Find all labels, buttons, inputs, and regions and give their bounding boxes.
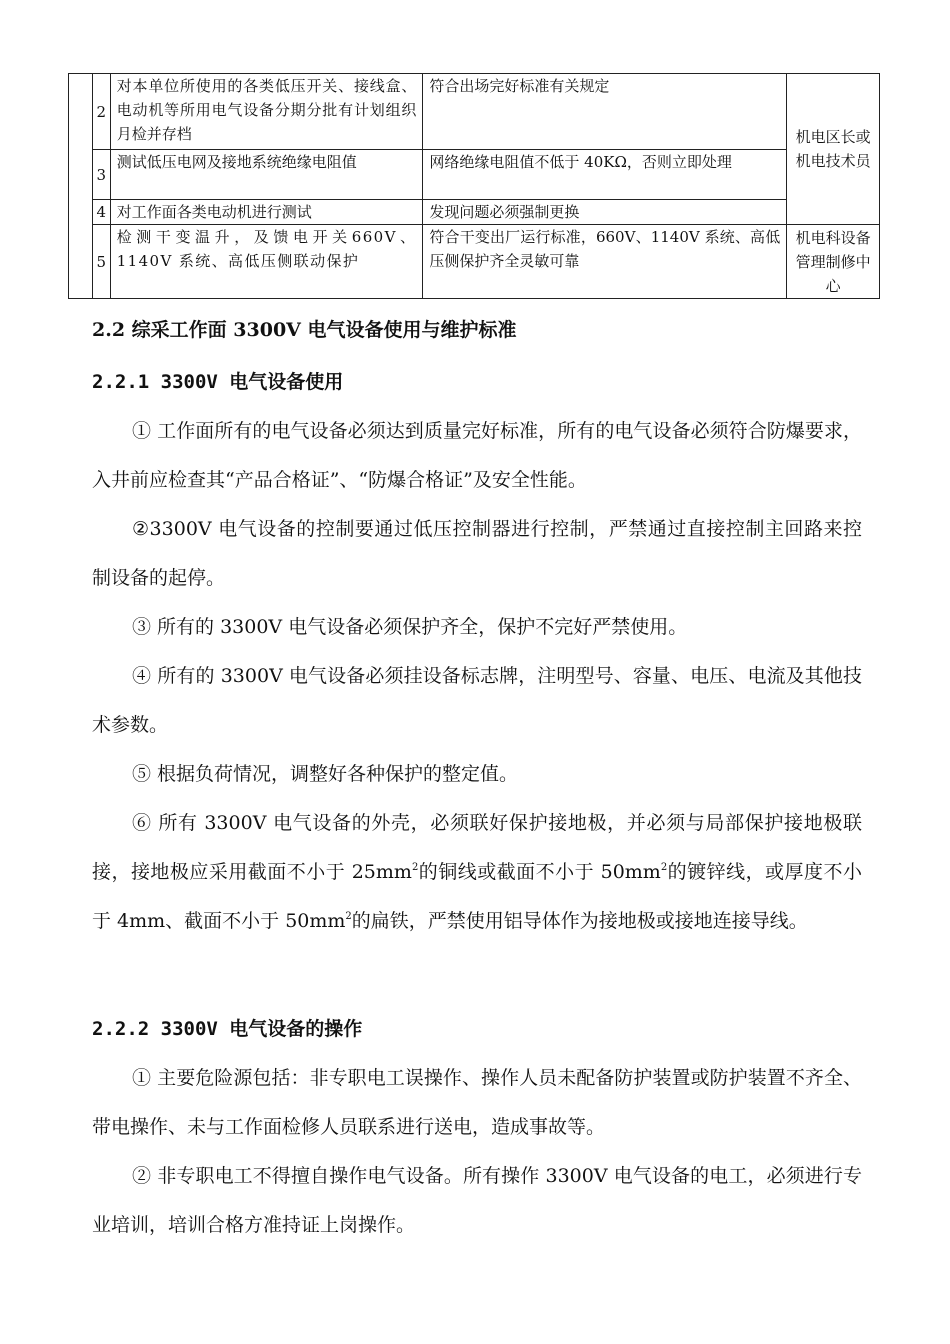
paragraph: ⑤ 根据负荷情况，调整好各种保护的整定值。 <box>132 763 519 785</box>
standard-cell: 发现问题必须强制更换 <box>423 200 787 225</box>
standard-cell: 符合干变出厂运行标准，660V、1140V 系统、高低压侧保护齐全灵敏可靠 <box>423 225 787 299</box>
paragraph: ③ 所有的 3300V 电气设备必须保护齐全，保护不完好严禁使用。 <box>132 616 688 638</box>
item-cell: 对工作面各类电动机进行测试 <box>110 200 423 225</box>
item-cell: 对本单位所使用的各类低压开关、接线盒、电动机等所用电气设备分期分批有计划组织月检并存档 <box>110 74 423 150</box>
standard-cell: 符合出场完好标准有关规定 <box>423 74 787 150</box>
responsible-cell: 机电区长或机电技术员 <box>787 74 880 225</box>
table-row <box>69 150 880 200</box>
section-heading-2-2-1: 2.2.1 3300V 电气设备使用 <box>92 371 344 393</box>
section-heading-2-2: 2.2 综采工作面 3300V 电气设备使用与维护标准 <box>92 319 517 341</box>
table-row <box>69 200 880 225</box>
row-number: 4 <box>92 200 110 225</box>
table-row <box>69 225 880 299</box>
paragraph: ④ 所有的 3300V 电气设备必须挂设备标志牌，注明型号、容量、电压、电流及其他技术参数。 <box>92 665 862 736</box>
merged-category-cell <box>69 74 93 299</box>
paragraph: ② 非专职电工不得擅自操作电气设备。所有操作 3300V 电气设备的电工，必须进行专业培训，培训合格方准持证上岗操作。 <box>92 1165 862 1236</box>
paragraph: ②3300V 电气设备的控制要通过低压控制器进行控制，严禁通过直接控制主回路来控制设备的起停。 <box>92 518 862 589</box>
standard-cell: 网络绝缘电阻值不低于 40KΩ，否则立即处理 <box>423 150 787 200</box>
item-cell: 测试低压电网及接地系统绝缘电阻值 <box>110 150 423 200</box>
text-run: 的扁铁，严禁使用铝导体作为接地极或接地连接导线。 <box>351 910 808 932</box>
row-number: 5 <box>92 225 110 299</box>
responsible-cell: 机电科设备管理制修中心 <box>787 225 880 299</box>
superscript: 2 <box>660 862 668 873</box>
paragraph-grounding <box>92 799 862 946</box>
paragraph: ① 主要危险源包括：非专职电工误操作、操作人员未配备防护装置或防护装置不齐全、带电操作、未与工作面检修人员联系进行送电，造成事故等。 <box>92 1067 862 1138</box>
maintenance-standard-table <box>68 73 880 299</box>
paragraph: ① 工作面所有的电气设备必须达到质量完好标准，所有的电气设备必须符合防爆要求，入井前应检查其“产品合格证”、“防爆合格证”及安全性能。 <box>92 420 862 491</box>
superscript: 2 <box>411 862 419 873</box>
row-number: 3 <box>92 150 110 200</box>
text-run: ⑥ 所有 3300V 电气设备的外壳，必须联好保护接地极，并必须与局部保护接地极联接，接地极应采用截面不小于 25mm <box>92 812 862 883</box>
text-run: 的铜线或截面不小于 50mm <box>418 861 661 883</box>
text-run: 的镀锌线，或厚度不小于 4mm、截面不小于 50mm <box>92 861 862 932</box>
superscript: 2 <box>345 911 352 922</box>
item-cell: 检测干变温升，及馈电开关660V、1140V 系统、高低压侧联动保护 <box>110 225 423 299</box>
table-row <box>69 74 880 150</box>
row-number: 2 <box>92 74 110 150</box>
section-heading-2-2-2: 2.2.2 3300V 电气设备的操作 <box>92 1018 363 1040</box>
